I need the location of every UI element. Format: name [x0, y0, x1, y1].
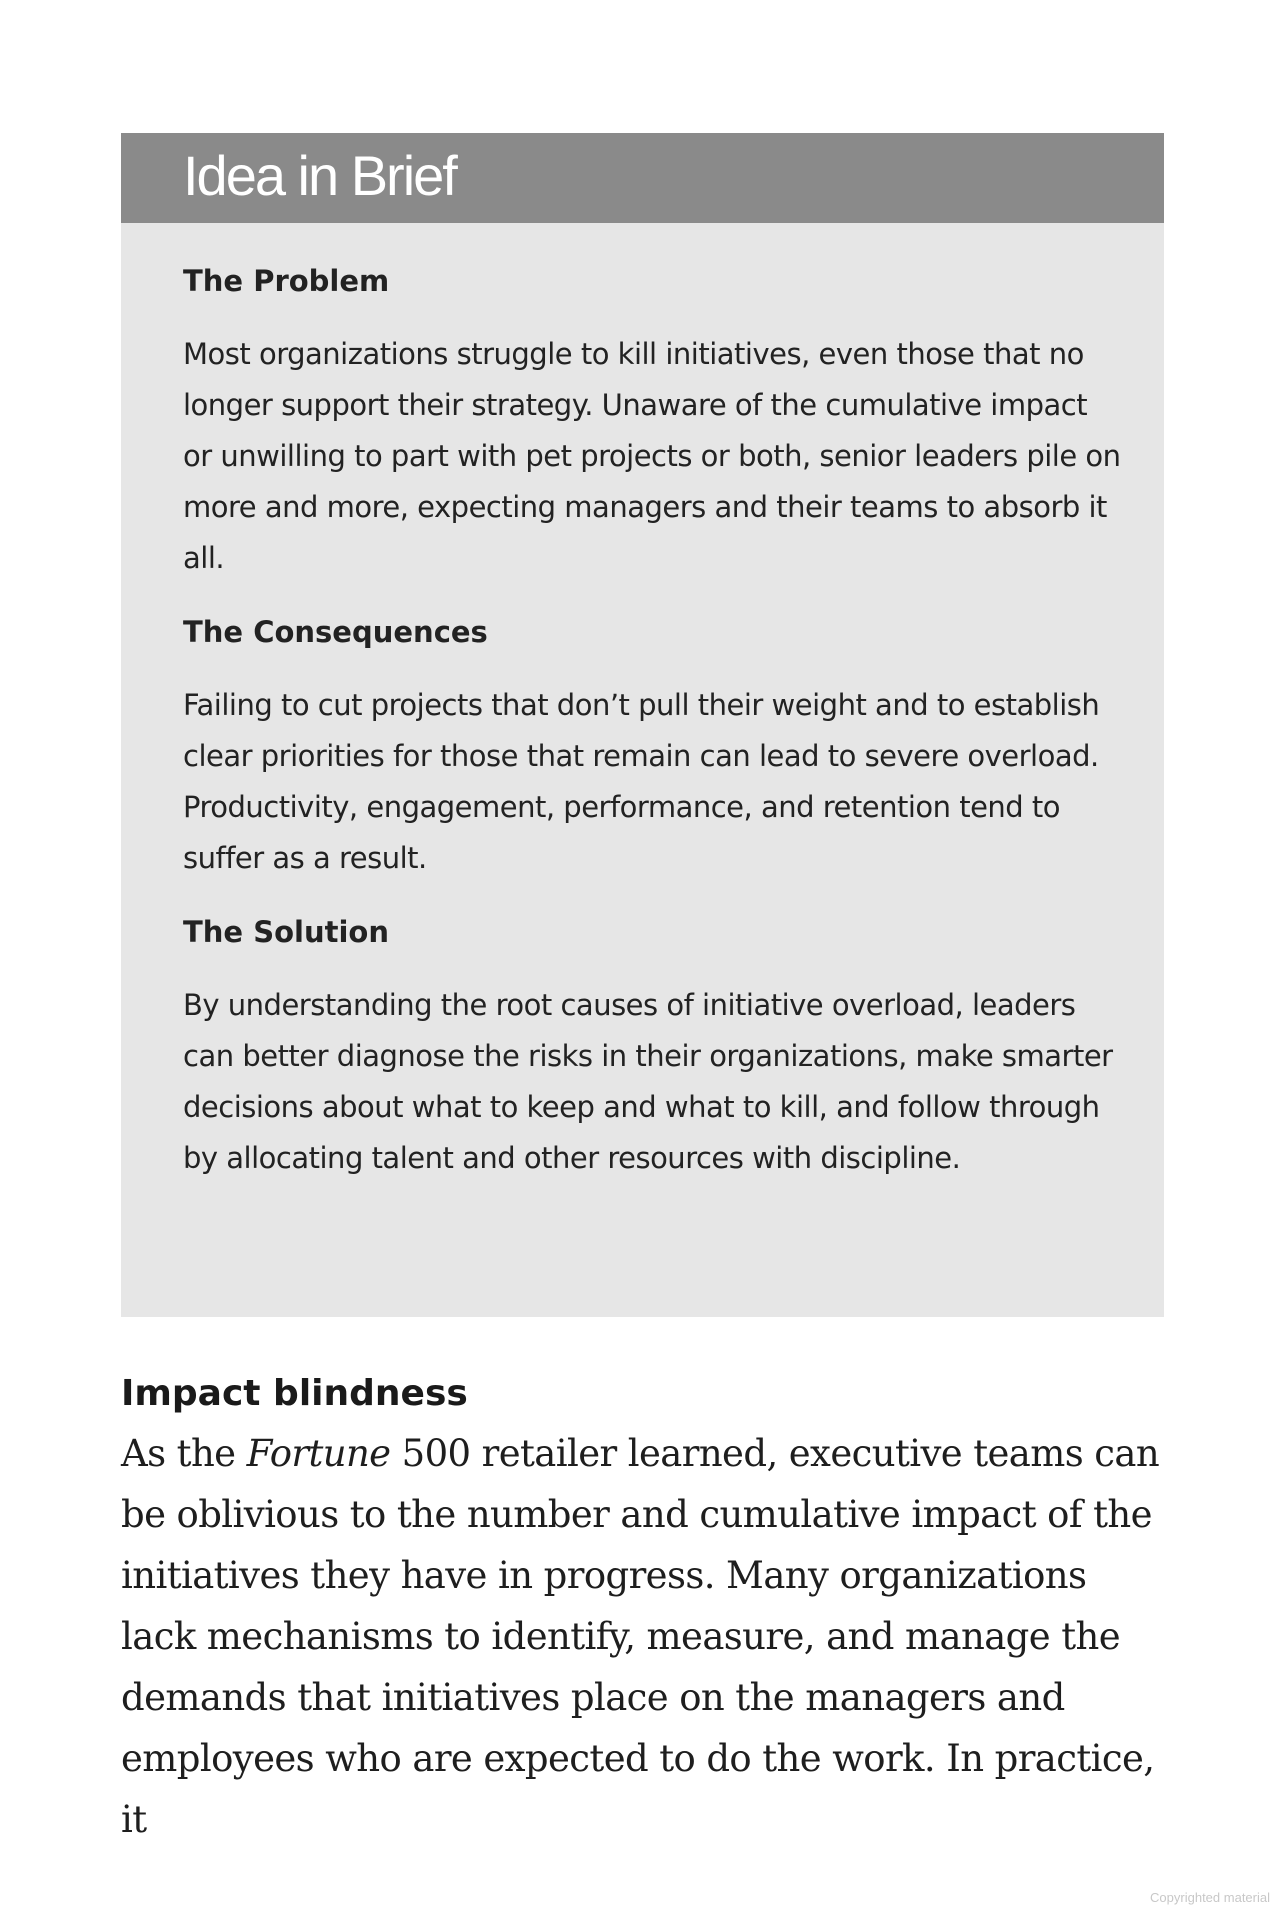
- copyright-watermark: Copyrighted material: [1150, 1890, 1270, 1905]
- section-heading: Impact blindness: [121, 1373, 468, 1414]
- idea-in-brief-header: [121, 133, 1164, 223]
- problem-heading: The Problem: [183, 264, 390, 298]
- fortune-italic: Fortune: [246, 1432, 391, 1475]
- solution-heading: The Solution: [183, 915, 389, 949]
- idea-in-brief-content: [183, 259, 1123, 1184]
- consequences-text: Failing to cut projects that don’t pull their weight and to establish clear priorities for those that remain can lead to severe overload. Productivity, engagement, performance, and retention tend to suffer as a result.: [183, 688, 1100, 875]
- body-paragraph: [121, 1423, 1171, 1850]
- solution-text: By understanding the root causes of initiative overload, leaders can better diagnose the risks in their organizations, make smarter decisions about what to keep and what to kill, and follow through by allocating talent and other resources with discipline.: [183, 988, 1113, 1175]
- body-text-start: As the: [121, 1432, 247, 1475]
- consequences-heading: The Consequences: [183, 615, 488, 649]
- body-text-rest: 500 retailer learned, executive teams can be oblivious to the number and cumulative impact of the initiatives they have in progress. Many organizations lack mechanisms to identify, measure, and manage the demands that initiatives place on the managers and employees who are expected to do the work. In practice, it: [121, 1432, 1160, 1841]
- idea-in-brief-box: [121, 133, 1164, 1317]
- idea-in-brief-title: Idea in Brief: [183, 144, 456, 207]
- problem-text: Most organizations struggle to kill initiatives, even those that no longer support their strategy. Unaware of the cumulative impact or unwilling to part with pet projects or both, senior leaders pile on more and more, expecting managers and their teams to absorb it all.: [183, 337, 1121, 575]
